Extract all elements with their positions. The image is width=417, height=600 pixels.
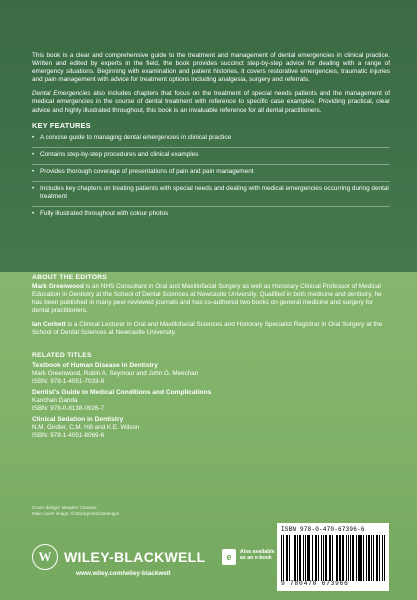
editor-bio-text: is an NHS Consultant in Oral and Maxillofacial Surgery as well as Honorary Clinical Professor of Medical Education in Dentistry at the School of Dental Sciences at Newcastle University. Qualified in both medicine and dentistry, he has been published in many peer-reviewed journals and has co-authored two books on general medicine and surgery for dental practitioners.	[32, 283, 382, 315]
key-feature-text: Contains step-by-step procedures and clinical examples	[40, 151, 199, 159]
key-feature-item	[32, 167, 390, 182]
ebook-notice	[222, 549, 275, 565]
info-content	[32, 274, 392, 440]
description-panel	[0, 0, 417, 272]
description-paragraph-2-text: also includes chapters that focus on the treatment of special needs patients and the management of medical emergencies in the course of dental treatment with reference to specific case examples. Providing practical, clear advice and highly illustrated throughout, this book is an invaluable reference for all dental practitioners.	[32, 90, 390, 114]
cover-credits	[32, 505, 119, 517]
key-feature-item	[32, 209, 390, 223]
related-title-entry	[32, 416, 392, 440]
cover-design-credit: Cover design: Meaden Creative	[32, 505, 97, 510]
isbn-barcode	[277, 523, 389, 591]
related-title-isbn: ISBN: 978-0-8138-0926-7	[32, 404, 105, 412]
bullet-icon: •	[32, 151, 35, 159]
related-title-authors: Kanchan Ganda	[32, 396, 78, 404]
key-feature-item	[32, 150, 390, 165]
related-title-name: Clinical Sedation in Dentistry	[32, 415, 124, 423]
editor-name: Mark Greenwood	[32, 283, 84, 290]
key-feature-text: Provides thorough coverage of presentations of pain and pain management	[40, 168, 254, 176]
key-features-heading: KEY FEATURES	[32, 120, 91, 130]
key-feature-text: Fully illustrated throughout with colour photos	[40, 210, 169, 218]
publisher-url: www.wiley.com/wiley-blackwell	[76, 570, 171, 577]
related-title-name: Dentist's Guide to Medical Conditions and Complications	[32, 388, 212, 396]
related-titles	[32, 352, 392, 440]
related-title-isbn: ISBN: 978-1-4051-8069-6	[32, 431, 105, 439]
key-feature-item	[32, 133, 390, 148]
ebook-text	[240, 549, 275, 562]
related-titles-heading: RELATED TITLES	[32, 351, 92, 359]
ean-digits: 9 780470 673966	[281, 580, 349, 587]
cover-image-credit: Main cover image: ©iStockphoto/ozkanqpx	[32, 511, 120, 516]
related-title-entry	[32, 362, 392, 386]
key-feature-text: A concise guide to managing dental emergencies in clinical practice	[40, 134, 232, 142]
bullet-icon: •	[32, 134, 35, 142]
description-paragraph-1: This book is a clear and comprehensive guide to the treatment and management of dental emergencies in clinical practice. Written and edited by experts in the field, the book provides succinct step-by-step advice for dealing with a range of emergency situations. Beginning with examination and patient histories, it covers restorative emergencies, traumatic injuries and pain management with advice for treatment options including analgesia, surgery and referrals.	[32, 52, 390, 84]
editor-bio-1	[32, 283, 392, 315]
ebook-icon: e	[222, 549, 236, 565]
description-content	[32, 52, 390, 225]
related-title-authors: N.M. Girdler, C.M. Hill and K.E. Wilson	[32, 423, 140, 431]
ebook-line-2: as an e-book	[240, 555, 272, 562]
key-feature-text: Includes key chapters on treating patients with special needs and dealing with medical emergencies occurring during dental treatment	[40, 185, 389, 201]
about-editors-heading: ABOUT THE EDITORS	[32, 274, 108, 281]
barcode-bars	[281, 535, 385, 581]
ebook-line-1: Also available	[240, 549, 275, 555]
related-title-isbn: ISBN: 978-1-4051-7033-8	[32, 377, 105, 385]
book-title-inline: Dental Emergencies	[32, 90, 91, 98]
publisher-name: WILEY-BLACKWELL	[64, 549, 206, 565]
related-title-name: Textbook of Human Disease in Dentistry	[32, 361, 158, 369]
bullet-icon: •	[32, 168, 35, 176]
related-title-authors: Mark Greenwood, Robin A. Seymour and John G. Meechan	[32, 369, 199, 377]
isbn-number: ISBN 978-0-470-67396-6	[281, 526, 365, 533]
wiley-logo-icon: W	[32, 544, 58, 570]
editor-name: Ian Corbett	[32, 321, 66, 329]
related-title-entry	[32, 389, 392, 413]
key-features-list	[32, 133, 390, 223]
editor-bio-text: is a Clinical Lecturer in Oral and Maxillofacial Sciences and Honorary Specialist Registrar in Oral Surgery at the School of Dental Sciences at Newcastle University.	[32, 321, 383, 337]
key-feature-item	[32, 184, 390, 207]
bullet-icon: •	[32, 185, 35, 193]
wiley-blackwell-logo	[32, 544, 205, 570]
publisher-logo	[32, 544, 206, 577]
editor-bio-2	[32, 321, 392, 337]
description-paragraph-2	[32, 90, 390, 114]
bullet-icon: •	[32, 210, 35, 218]
